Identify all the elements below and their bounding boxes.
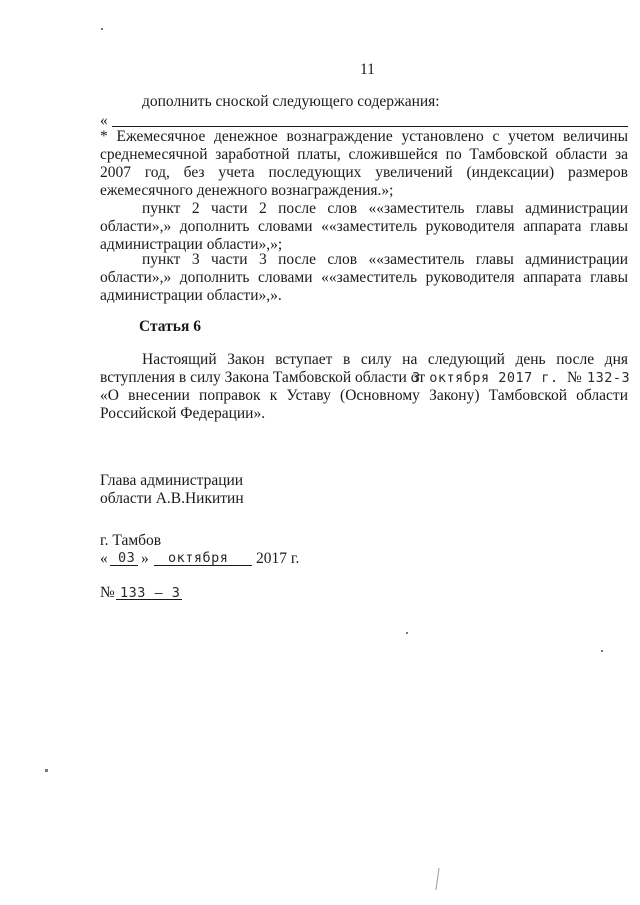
registration-number-underline bbox=[116, 599, 182, 600]
footnote-separator bbox=[112, 126, 628, 127]
item-3-line-3: администрации области»,». bbox=[100, 287, 282, 304]
article-line-2 bbox=[100, 369, 631, 387]
item-3-line-1: пункт 3 части 3 после слов ««заместитель главы администрации bbox=[142, 251, 628, 268]
law-number-sign: № bbox=[567, 369, 582, 386]
article-line-3: «О внесении поправок к Уставу (Основному Закону) Тамбовской области bbox=[100, 387, 628, 404]
scan-speck bbox=[45, 769, 48, 772]
law-number-stamp: 132-З bbox=[587, 370, 631, 386]
item-2-block bbox=[100, 200, 628, 254]
item-2-line-1: пункт 2 части 2 после слов ««заместитель главы администрации bbox=[142, 200, 628, 217]
date-day-stamp: 03 bbox=[118, 550, 136, 566]
footnote-open-quote: « bbox=[100, 112, 108, 129]
item-3-line-2: области»,» дополнить словами ««заместитель руководителя аппарата главы bbox=[100, 269, 628, 286]
date-month-stamp: октября bbox=[168, 550, 229, 566]
scan-speck bbox=[101, 28, 103, 30]
item-2-line-2: области»,» дополнить словами ««заместитель руководителя аппарата главы bbox=[100, 218, 628, 235]
scan-speck bbox=[435, 868, 439, 890]
footnote-line-3: 2007 год, без учета последующих увеличений (индексации) размеров bbox=[100, 164, 628, 181]
date-open-quote: « bbox=[100, 550, 108, 567]
article-heading: Статья 6 bbox=[139, 318, 201, 335]
place-line: г. Тамбов bbox=[100, 532, 162, 549]
date-month-underline bbox=[154, 565, 252, 566]
signature-line-1: Глава администрации bbox=[100, 472, 244, 489]
registration-number-sign: № bbox=[100, 584, 115, 601]
intro-line: дополнить сноской следующего содержания: bbox=[142, 93, 440, 110]
footnote-line-4: ежемесячного денежного вознаграждения.»; bbox=[100, 182, 394, 199]
article-line-4: Российской Федерации». bbox=[100, 405, 266, 422]
article-line-1: Настоящий Закон вступает в силу на следующий день после дня bbox=[142, 351, 628, 368]
footnote-line-1: * Ежемесячное денежное вознаграждение установлено с учетом величины bbox=[100, 128, 628, 145]
signature-line-2: области А.В.Никитин bbox=[100, 490, 244, 507]
footnote-block bbox=[100, 128, 628, 200]
article-line-2-text: вступления в силу Закона Тамбовской области от bbox=[100, 369, 426, 386]
date-year: 2017 г. bbox=[256, 550, 300, 567]
item-2-line-3: администрации области»,»; bbox=[100, 236, 283, 253]
article-body bbox=[100, 351, 631, 423]
date-close-quote: » bbox=[141, 550, 149, 567]
scan-speck bbox=[601, 650, 603, 652]
page-number: 11 bbox=[360, 61, 375, 78]
item-3-block bbox=[100, 251, 628, 305]
law-date-stamp: 3 октября 2017 г. bbox=[412, 370, 559, 386]
footnote-line-2: среднемесячной заработной платы, сложившейся по Тамбовской области за bbox=[100, 146, 628, 163]
scan-speck bbox=[406, 632, 408, 634]
registration-number-stamp: 133 – З bbox=[120, 585, 181, 601]
date-day-underline bbox=[110, 565, 138, 566]
